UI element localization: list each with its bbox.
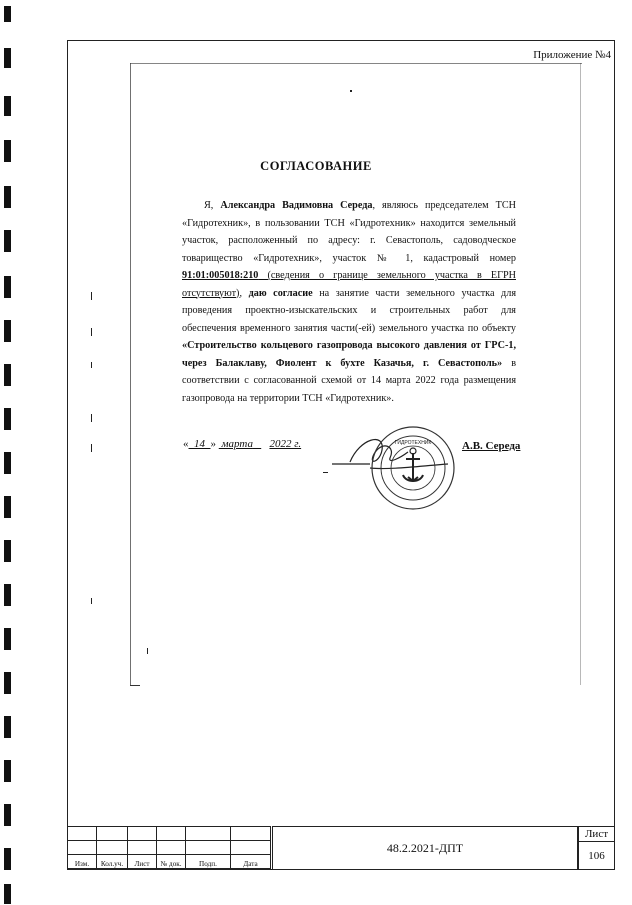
- annex-label: Приложение №4: [533, 49, 611, 61]
- round-seal-stamp: [370, 425, 456, 511]
- sheet-number: 106: [588, 850, 605, 862]
- binding-hole: [4, 884, 11, 904]
- binding-hole: [4, 276, 11, 298]
- binding-hole: [4, 6, 11, 22]
- page-title: СОГЛАСОВАНИЕ: [260, 159, 372, 173]
- scan-mark: [147, 648, 148, 654]
- binding-hole: [4, 584, 11, 606]
- scan-mark: [91, 362, 92, 368]
- binding-hole: [4, 364, 11, 386]
- col-header: Изм.: [68, 855, 97, 869]
- consent-phrase: даю согласие: [248, 287, 313, 299]
- binding-hole: [4, 672, 11, 694]
- binding-hole: [4, 320, 11, 342]
- text-segment: в соответствии с согласованной схемой от 14 марта 2022 года размещения газопровода на территории ТСН «Гидротехник».: [182, 357, 517, 404]
- binding-hole: [4, 96, 11, 116]
- cadastral-number: 91:01:005018:210: [182, 270, 259, 281]
- object-name: «Строительство кольцевого газопровода высокого давления от ГРС-1, через Балаклаву, Фиолент к бухте Казачья, г. Севастополь»: [182, 340, 516, 369]
- binding-hole: [4, 540, 11, 562]
- binding-hole: [4, 848, 11, 870]
- inner-border-right: [580, 63, 581, 685]
- binding-hole: [4, 186, 11, 208]
- binding-hole: [4, 628, 11, 650]
- revision-table: [67, 826, 271, 869]
- binding-hole: [4, 48, 11, 68]
- scan-mark: [323, 472, 328, 473]
- stamp-text: ГИДРОТЕХНИК: [394, 440, 432, 446]
- text-segment: , являюсь председателем ТСН «Гидротехник», в пользовании ТСН «Гидротехник» находится земельный участок, расположенный по адресу: г. Севастополь, садоводческое товарищество «Гидротехник», участок № 1, кадастровый номер: [182, 200, 517, 264]
- binding-hole: [4, 804, 11, 826]
- binding-hole: [4, 230, 11, 252]
- scan-mark: [350, 90, 352, 92]
- quote-close: »: [210, 438, 216, 450]
- cadastral-note: (сведения о границе земельного участка в ЕГРН отсутствуют): [182, 270, 516, 299]
- binding-hole: [4, 716, 11, 738]
- signature-date: [183, 438, 301, 450]
- binding-hole: [4, 408, 11, 430]
- scan-mark: [91, 598, 92, 604]
- scan-mark: [91, 414, 92, 422]
- scan-mark: [91, 444, 92, 452]
- scan-mark: [91, 328, 92, 336]
- date-day: 14: [194, 438, 205, 450]
- chairman-name: Александра Вадимовна Середа: [220, 200, 373, 211]
- consent-paragraph: [182, 197, 516, 407]
- inner-border-left: [130, 63, 131, 685]
- col-header: Лист: [128, 855, 157, 869]
- quote-open: «: [183, 438, 189, 450]
- signature-row: [0, 430, 632, 500]
- signatory-name: А.В. Середа: [462, 440, 521, 452]
- text-segment: ,: [239, 287, 249, 299]
- text-segment: на занятие части земельного участка для проведения проектно-изыскательских и строительных работ для обеспечения временного занятия части(-ей) земельного участка по объекту: [182, 287, 517, 334]
- sheet-label: Лист: [579, 827, 614, 842]
- inner-border-top: [130, 63, 582, 64]
- title-block: [67, 826, 615, 870]
- date-month: марта: [221, 438, 253, 450]
- col-header: Кол.уч.: [97, 855, 128, 869]
- col-header: Подп.: [186, 855, 231, 869]
- binding-hole: [4, 760, 11, 782]
- text-segment: Я,: [204, 200, 221, 211]
- col-header: Дата: [231, 855, 271, 869]
- date-year: 2022 г.: [269, 438, 302, 450]
- scan-mark: [91, 292, 92, 300]
- col-header: № док.: [157, 855, 186, 869]
- sheet-box: [578, 826, 615, 870]
- inner-border-corner: [130, 685, 140, 686]
- document-code: 48.2.2021-ДПТ: [272, 826, 578, 870]
